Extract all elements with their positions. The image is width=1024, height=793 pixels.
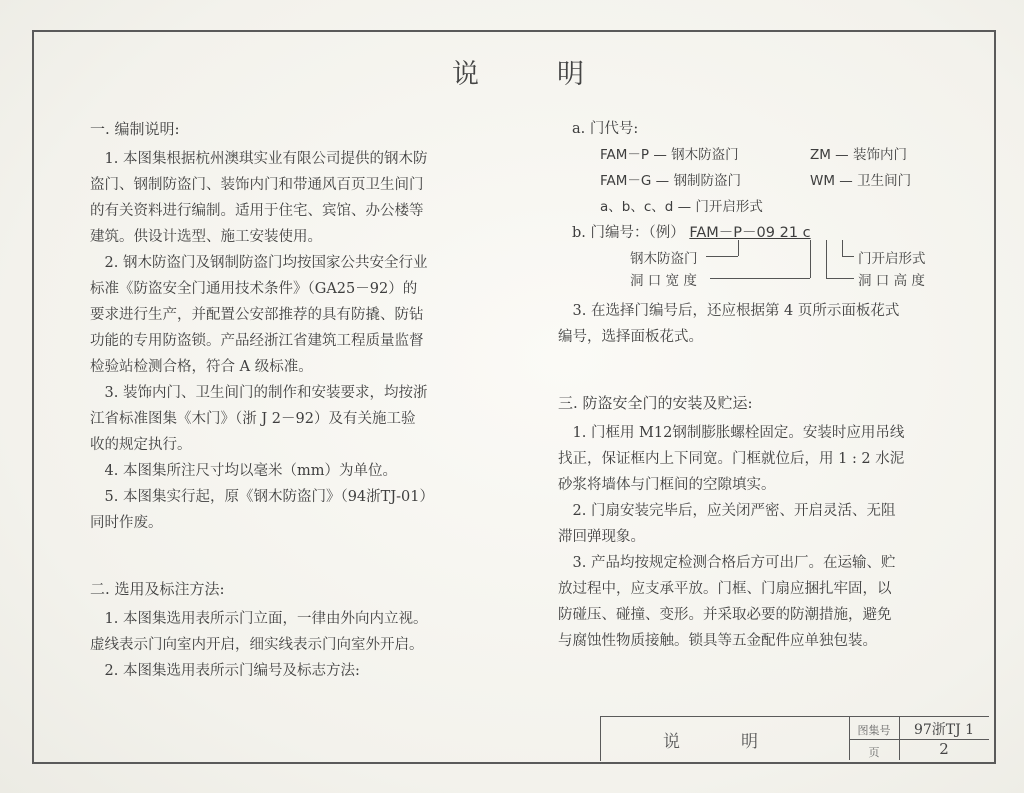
door-code-row (558, 142, 954, 168)
paragraph-line: 3. 产品均按规定检测合格后方可出厂。在运输、贮 (572, 555, 896, 571)
paragraph-line: 盗门、钢制防盗门、装饰内门和带通风百页卫生间门 (90, 177, 424, 193)
opening-type-code: a、b、c、d — 门开启形式 (600, 199, 763, 215)
leader-line (810, 240, 811, 278)
section-3-heading: 三. 防盗安全门的安装及贮运: (558, 394, 753, 412)
paragraph-line: 2. 门扇安装完毕后，应关闭严密、开启灵活、无阻 (572, 503, 896, 519)
paragraph-line: 滞回弹现象。 (558, 529, 645, 545)
paragraph-line: 防碰压、碰撞、变形。并采取必要的防潮措施，避免 (558, 607, 892, 623)
title-block-name (601, 717, 850, 760)
paragraph-line: 3. 在选择门编号后，还应根据第 4 页所示面板花式 (572, 303, 900, 319)
leader-line (842, 256, 854, 257)
paragraph-line: 5. 本图集实行起，原《钢木防盗门》（94浙TJ-01） (104, 489, 434, 505)
paragraph-line: 1. 门框用 M12钢制膨胀螺栓固定。安装时应用吊线 (572, 425, 905, 441)
paragraph-line: 2. 钢木防盗门及钢制防盗门均按国家公共安全行业 (104, 255, 428, 271)
title-block-divider (899, 717, 900, 760)
left-column (90, 116, 488, 684)
paragraph-line: 同时作废。 (90, 515, 163, 531)
paragraph-line: 与腐蚀性物质接触。锁具等五金配件应单独包装。 (558, 633, 877, 649)
door-number-diagram (558, 246, 954, 294)
paragraph-line: 1. 本图集选用表所示门立面，一律由外向内立视。 (104, 611, 428, 627)
paragraph-line: 虚线表示门向室内开启，细实线表示门向室外开启。 (90, 637, 424, 653)
paragraph-line: 建筑。供设计选型、施工安装使用。 (90, 229, 322, 245)
paragraph-line: 检验站检测合格，符合 A 级标准。 (90, 359, 313, 375)
paragraph-line: 3. 装饰内门、卫生间门的制作和安装要求，均按浙 (104, 385, 428, 401)
door-number-note (558, 298, 954, 350)
door-number-heading: b. 门编号：（例） (572, 225, 685, 241)
paragraph-line: 放过程中，应支承平放。门框、门扇应捆扎牢固，以 (558, 581, 892, 597)
door-code-right: WM — 卫生间门 (810, 173, 912, 189)
label-opening-width: 洞 口 宽 度 (630, 273, 697, 289)
door-code-left: FAM－G — 钢制防盗门 (600, 173, 741, 189)
leader-line (842, 240, 843, 256)
atlas-number-label: 图集号 (857, 724, 891, 737)
paragraph-line: 功能的专用防盗锁。产品经浙江省建筑工程质量监督 (90, 333, 424, 349)
label-steel-wood-door: 钢木防盗门 (630, 251, 698, 267)
section-2-body (90, 606, 488, 684)
door-code-heading: a. 门代号: (572, 121, 639, 137)
title-block (600, 716, 989, 761)
paragraph-line: 要求进行生产，并配置公安部推荐的具有防撬、防钻 (90, 307, 424, 323)
label-opening-type: 门开启形式 (858, 251, 926, 267)
door-number-example (558, 220, 954, 246)
paragraph-line: 1. 本图集根据杭州澳琪实业有限公司提供的钢木防 (104, 151, 428, 167)
door-code-left: FAM－P — 钢木防盗门 (600, 147, 739, 163)
door-code-row (558, 194, 954, 220)
paragraph-line: 2. 本图集选用表所示门编号及标志方法: (104, 663, 360, 679)
section-1-body (90, 146, 488, 536)
leader-line (706, 256, 738, 257)
page-number: 2 (939, 740, 949, 758)
atlas-number: 97浙TJ 1 (913, 722, 975, 738)
section-3-body (558, 420, 954, 654)
page-title-char-1: 说 (452, 59, 479, 90)
section-2-heading: 二. 选用及标注方法: (90, 580, 225, 598)
paragraph-line: 江省标准图集《木门》（浙 J 2－92）及有关施工验 (90, 411, 416, 427)
right-column (558, 116, 954, 654)
paragraph-line: 的有关资料进行编制。适用于住宅、宾馆、办公楼等 (90, 203, 424, 219)
leader-line (738, 240, 739, 256)
leader-line (826, 278, 854, 279)
page-label: 页 (868, 746, 880, 759)
leader-line (826, 240, 827, 278)
label-opening-height: 洞 口 高 度 (858, 273, 925, 289)
door-code-right: ZM — 装饰内门 (810, 147, 907, 163)
paragraph-line: 标准《防盗安全门通用技术条件》（GA25－92）的 (90, 281, 418, 297)
paragraph-line: 收的规定执行。 (90, 437, 192, 453)
paragraph-line: 编号，选择面板花式。 (558, 329, 703, 345)
leader-line (710, 278, 810, 279)
door-code-row (558, 168, 954, 194)
door-number-example-code: FAM－P－09 21 c (689, 225, 811, 241)
title-block-name-char-1: 说 (663, 732, 680, 752)
paragraph-line: 找正，保证框内上下同宽。门框就位后，用 1 : 2 水泥 (558, 451, 905, 467)
section-1-heading: 一. 编制说明: (90, 120, 180, 138)
page-title-char-2: 明 (557, 59, 584, 90)
paragraph-line: 砂浆将墙体与门框间的空隙填实。 (558, 477, 776, 493)
paragraph-line: 4. 本图集所注尺寸均以毫米（mm）为单位。 (104, 463, 397, 479)
title-block-name-char-2: 明 (741, 732, 758, 752)
